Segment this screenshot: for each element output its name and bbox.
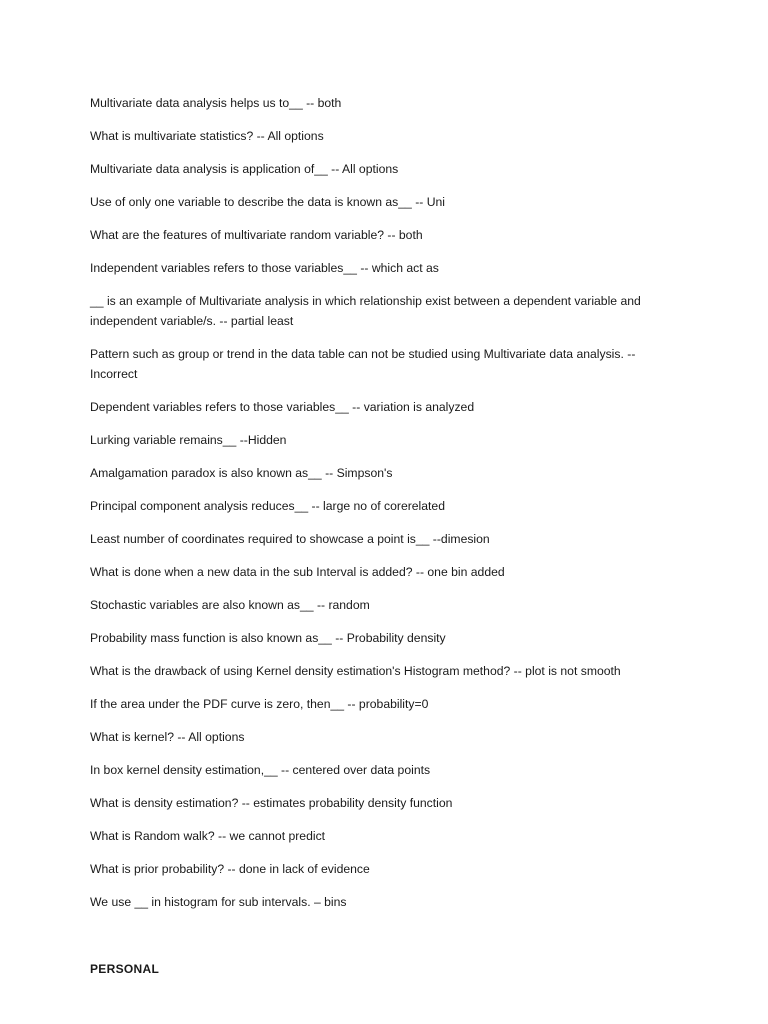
qa-item: What is done when a new data in the sub Interval is added? -- one bin added (90, 565, 505, 579)
qa-item: Principal component analysis reduces__ -- large no of corerelated (90, 499, 445, 513)
document-page (90, 93, 680, 925)
qa-item: Multivariate data analysis helps us to__ -- both (90, 96, 342, 110)
qa-item: What is kernel? -- All options (90, 730, 245, 744)
qa-item: Multivariate data analysis is application of__ -- All options (90, 162, 399, 176)
section-heading: PERSONAL (90, 962, 160, 976)
qa-item: Pattern such as group or trend in the data table can not be studied using Multivariate data analysis. -- Incorrect (90, 347, 636, 381)
qa-item: What is Random walk? -- we cannot predict (90, 829, 326, 843)
qa-item: In box kernel density estimation,__ -- centered over data points (90, 763, 431, 777)
qa-item: What is the drawback of using Kernel density estimation's Histogram method? -- plot is not smooth (90, 664, 621, 678)
qa-item: Use of only one variable to describe the data is known as__ -- Uni (90, 195, 445, 209)
qa-item: If the area under the PDF curve is zero, then__ -- probability=0 (90, 697, 429, 711)
qa-item: We use __ in histogram for sub intervals. – bins (90, 895, 347, 909)
qa-item: Independent variables refers to those variables__ -- which act as (90, 261, 439, 275)
qa-item: Probability mass function is also known as__ -- Probability density (90, 631, 446, 645)
qa-item: __ is an example of Multivariate analysis in which relationship exist between a dependent variable and independent variable/s. -- partial least (90, 294, 641, 328)
qa-item: What is multivariate statistics? -- All options (90, 129, 324, 143)
qa-item: Stochastic variables are also known as__ -- random (90, 598, 370, 612)
qa-item: Lurking variable remains__ --Hidden (90, 433, 287, 447)
qa-list (90, 93, 680, 912)
qa-item: Amalgamation paradox is also known as__ -- Simpson's (90, 466, 393, 480)
qa-item: What is density estimation? -- estimates probability density function (90, 796, 453, 810)
qa-item: Dependent variables refers to those variables__ -- variation is analyzed (90, 400, 475, 414)
qa-item: What are the features of multivariate random variable? -- both (90, 228, 423, 242)
qa-item: What is prior probability? -- done in lack of evidence (90, 862, 370, 876)
qa-item: Least number of coordinates required to showcase a point is__ --dimesion (90, 532, 490, 546)
